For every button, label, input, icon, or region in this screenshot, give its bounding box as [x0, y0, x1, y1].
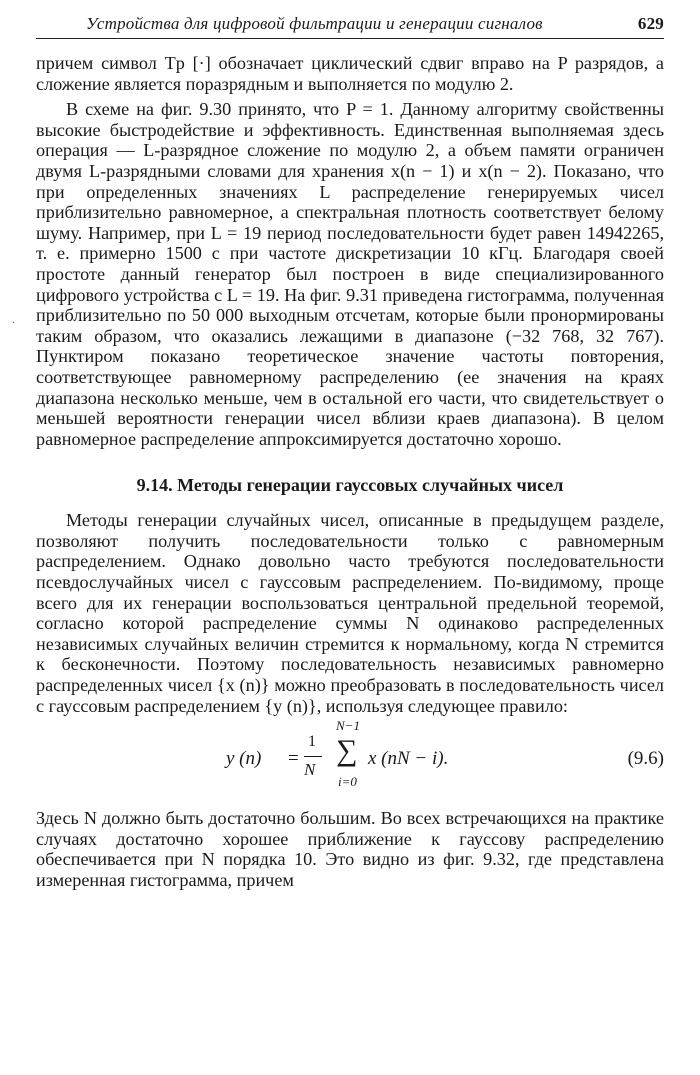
page-number: 629	[637, 14, 664, 33]
running-title: Устройства для цифровой фильтрации и генерации сигналов	[86, 14, 543, 33]
sum-upper-limit: N−1	[336, 718, 360, 734]
paragraph-algorithm: В схеме на фиг. 9.30 принято, что P = 1. Данному алгоритму свойственны высокие быстродействие и эффективность. Единственная выполняемая здесь операция — L-разрядное сложение по модулю 2, а объем памяти ограничен двумя L-разрядными словами для хранения x(n − 1) и x(n − 2). Показано, что при определенных значениях L распределение генерируемых чисел приблизительно равномерное, а спектральная плотность соответствует белому шуму. Например, при L = 19 период последовательности будет равен 14942265, т. е. примерно 1500 с при частоте дискретизации 10 кГц. Благодаря своей простоте данный генератор был построен в виде специализированного цифрового устройства с L = 19. На фиг. 9.31 приведена гистограмма, полученная приблизительно по 50 000 выходным отсчетам, которые были пронормированы таким образом, что оказались лежащими в диапазоне (−32 768, 32 767). Пунктиром показано теоретическое значение частоты повторения, соответствующее равномерному распределению (ее значения на краях диапазона несколько меньше, чем в остальной его части, что свидетельствует о меньшей вероятности генерации чисел вблизи краев диапазона). В целом равномерное распределение аппроксимируется достаточно хорошо.	[36, 99, 664, 449]
fraction-numerator: 1	[308, 733, 316, 751]
equation-lhs: y (n)	[226, 748, 262, 770]
equation	[226, 718, 526, 798]
equation-number: (9.6)	[627, 748, 664, 770]
equation-rhs: x (nN − i).	[368, 748, 449, 770]
section-heading: 9.14. Методы генерации гауссовых случайных чисел	[136, 475, 564, 496]
equation-block	[36, 718, 664, 798]
sum-lower-limit: i=0	[338, 774, 357, 790]
equation-equals: =	[288, 748, 299, 770]
paragraph-gaussian-methods: Методы генерации случайных чисел, описанные в предыдущем разделе, позволяют получить последовательности только с равномерным распределением. Однако довольно часто требуются последовательности псевдослучайных чисел с гауссовым распределением. По-видимому, проще всего для их генерации воспользоваться центральной предельной теоремой, согласно которой распределение суммы N одинаково распределенных независимых случайных величин стремится к нормальному, когда N стремится к бесконечности. Поэтому последовательность независимых равномерно распределенных чисел {x (n)} можно преобразовать в последовательность чисел с гауссовым распределением {y (n)}, используя следующее правило:	[36, 510, 664, 716]
book-page	[36, 14, 664, 891]
paragraph-closing: Здесь N должно быть достаточно большим. Во всех встречающихся на практике случаях достаточно хорошее приближение к гауссову распределению обеспечивается при N порядка 10. Это видно из фиг. 9.32, где представлена измеренная гистограмма, причем	[36, 808, 664, 890]
margin-mark: ·	[12, 318, 16, 329]
running-header	[36, 14, 664, 39]
sum-symbol: ∑	[336, 734, 358, 768]
paragraph-continuation: причем символ Tp [·] обозначает циклический сдвиг вправо на P разрядов, а сложение является поразрядным и выполняется по модулю 2.	[36, 53, 664, 94]
fraction-denominator: N	[304, 760, 316, 780]
fraction-bar	[304, 756, 322, 757]
